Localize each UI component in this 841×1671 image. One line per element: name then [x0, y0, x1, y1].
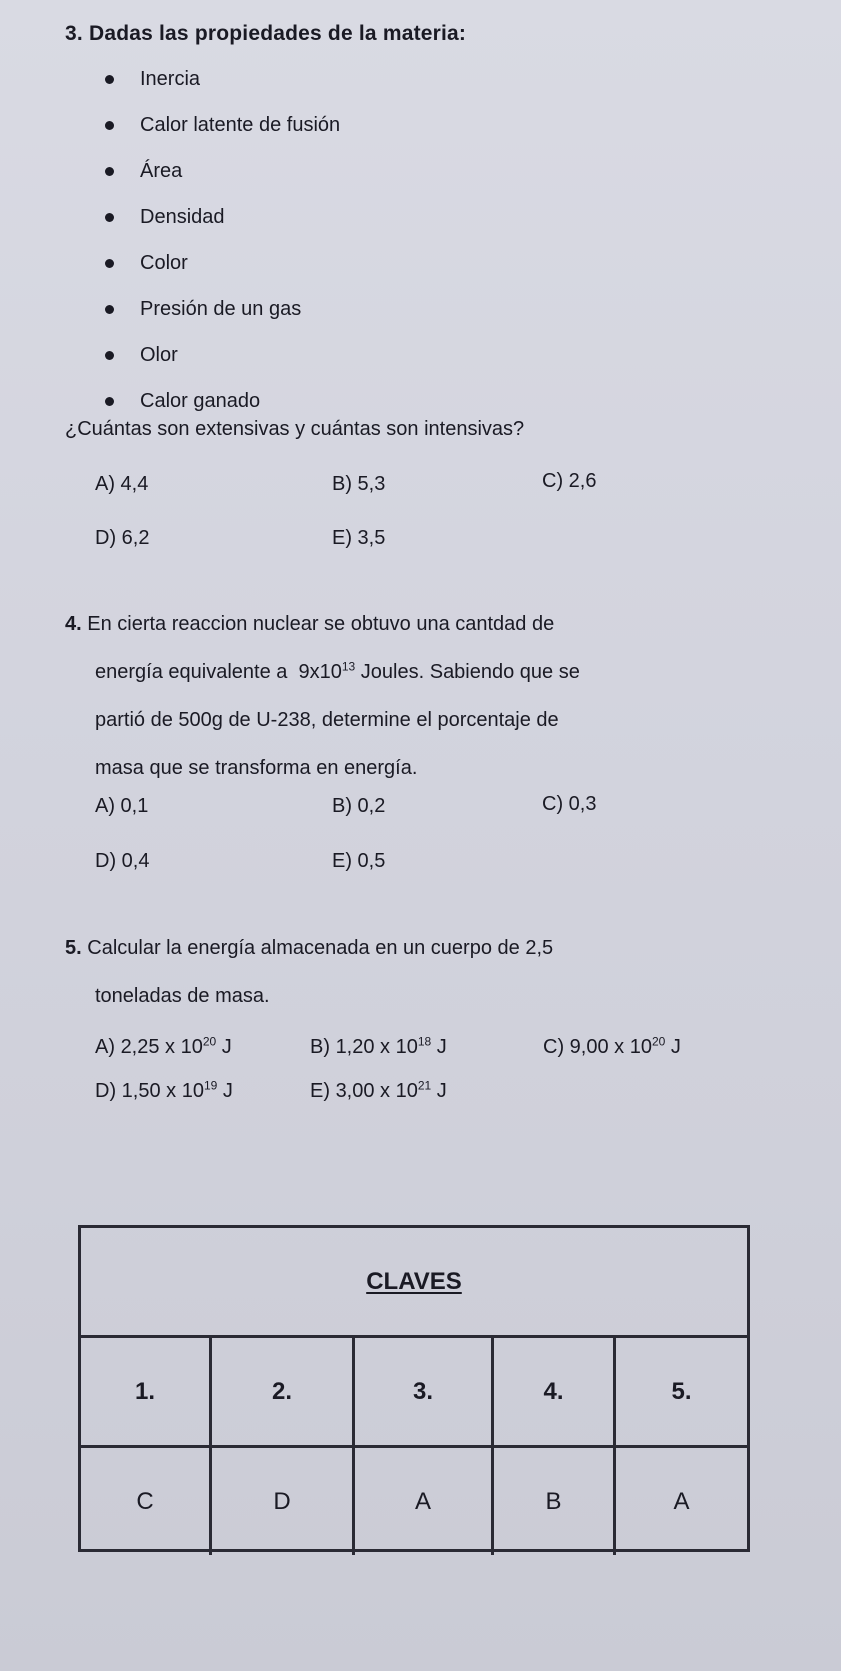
- q4-line-2: energía equivalente a $9x10^{13}$ Joules. Sabiendo que se: [95, 659, 580, 683]
- answer-key-title: CLAVES: [366, 1267, 462, 1295]
- question-3-prompt: ¿Cuántas son extensivas y cuántas son intensivas?: [65, 418, 525, 440]
- answer-key-number: 1.: [81, 1338, 212, 1445]
- q5-option-d[interactable]: D) 1,50 x $10^{19}$ J: [95, 1078, 233, 1102]
- answer-key-number: 3.: [355, 1338, 494, 1445]
- answer-key-number: 4.: [494, 1338, 616, 1445]
- answer-key-header: [81, 1228, 747, 1338]
- q5-option-e[interactable]: E) 3,00 x $10^{21}$ J: [310, 1078, 447, 1102]
- answer-key-number: 5.: [671, 1377, 692, 1405]
- q5-option-b[interactable]: B) 1,20 x $10^{18}$ J: [310, 1034, 447, 1058]
- list-item: Color: [105, 240, 340, 286]
- list-item: Olor: [105, 332, 340, 378]
- q4-option-a[interactable]: A) 0,1: [95, 795, 149, 817]
- bullet-icon: [105, 75, 114, 84]
- question-3-title: 3. Dadas las propiedades de la materia:: [65, 22, 467, 45]
- properties-list: [105, 56, 340, 424]
- answer-key-answers-row: [81, 1448, 747, 1555]
- q3-option-c[interactable]: C) 2,6: [542, 470, 597, 492]
- q4-option-e[interactable]: E) 0,5: [332, 850, 386, 872]
- q4-line-3: partió de 500g de U-238, determine el porcentaje de: [95, 709, 559, 731]
- list-item: Presión de un gas: [105, 286, 340, 332]
- answer-key-answer: D: [212, 1448, 355, 1555]
- bullet-icon: [105, 397, 114, 406]
- q4-option-b[interactable]: B) 0,2: [332, 795, 386, 817]
- bullet-icon: [105, 121, 114, 130]
- answer-key-answer: B: [494, 1448, 616, 1555]
- bullet-icon: [105, 305, 114, 314]
- list-item: Área: [105, 148, 340, 194]
- bullet-icon: [105, 213, 114, 222]
- question-5-text: [65, 924, 763, 1020]
- answer-key-answer: C: [81, 1448, 212, 1555]
- list-item: Densidad: [105, 194, 340, 240]
- q4-option-c[interactable]: C) 0,3: [542, 793, 597, 815]
- q3-option-e[interactable]: E) 3,5: [332, 527, 386, 549]
- list-item: Calor ganado: [105, 378, 340, 424]
- q4-option-d[interactable]: D) 0,4: [95, 850, 150, 872]
- answer-key-answer: A: [673, 1487, 690, 1515]
- list-item: Inercia: [105, 56, 340, 102]
- q3-option-d[interactable]: D) 6,2: [95, 527, 150, 549]
- answer-key-table: [78, 1225, 750, 1552]
- answer-key-number: 2.: [212, 1338, 355, 1445]
- bullet-icon: [105, 259, 114, 268]
- list-item: Calor latente de fusión: [105, 102, 340, 148]
- q5-option-a[interactable]: A) 2,25 x $10^{20}$ J: [95, 1034, 232, 1058]
- q5-line-1: 5. Calcular la energía almacenada en un cuerpo de 2,5: [65, 937, 554, 959]
- q3-option-a[interactable]: A) 4,4: [95, 473, 149, 495]
- answer-key-answer: A: [355, 1448, 494, 1555]
- bullet-icon: [105, 351, 114, 360]
- q4-line-4: masa que se transforma en energía.: [95, 757, 418, 779]
- q5-option-c[interactable]: C) 9,00 x $10^{20}$ J: [543, 1034, 681, 1058]
- q5-line-2: toneladas de masa.: [95, 985, 270, 1007]
- question-4-text: [65, 600, 763, 792]
- q3-option-b[interactable]: B) 5,3: [332, 473, 386, 495]
- answer-key-numbers-row: [81, 1338, 747, 1448]
- q4-line-1: 4. En cierta reaccion nuclear se obtuvo una cantdad de: [65, 613, 555, 635]
- bullet-icon: [105, 167, 114, 176]
